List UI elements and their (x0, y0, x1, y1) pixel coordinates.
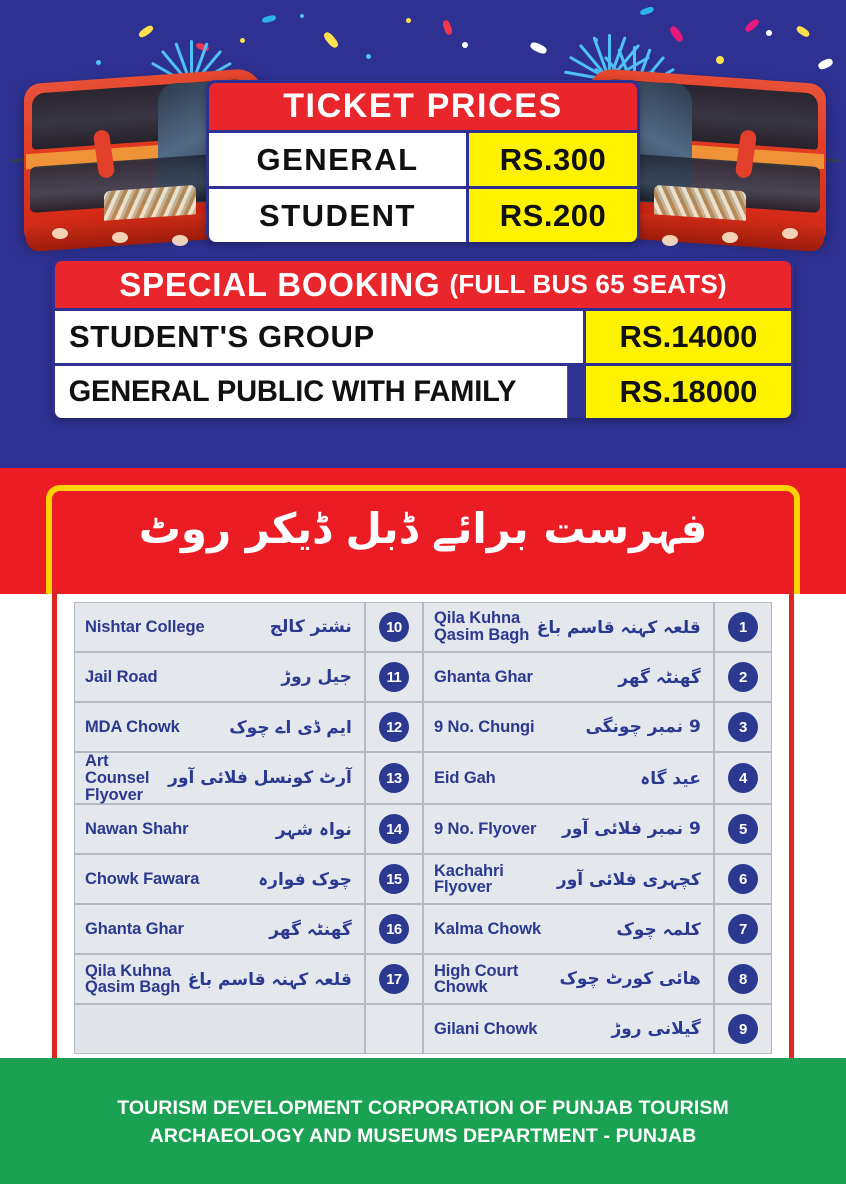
stop-number-badge: 10 (379, 612, 409, 642)
footer-line-1: TOURISM DEVELOPMENT CORPORATION OF PUNJAB TOURISM (117, 1097, 729, 1119)
ticket-label-student: STUDENT (209, 189, 466, 242)
stop-name-cell-left (74, 954, 365, 1004)
confetti-piece-icon (406, 18, 411, 23)
stop-name-english: Nawan Shahr (85, 820, 189, 839)
stop-name-urdu: 9 نمبر چونگی (585, 717, 701, 737)
stop-name-cell-right (423, 954, 714, 1004)
stop-number-cell-left (365, 954, 423, 1004)
ticket-prices-card (206, 80, 640, 242)
stop-number-cell-right (714, 1004, 772, 1054)
stop-number-cell-left (365, 702, 423, 752)
confetti-piece-icon (261, 14, 276, 23)
stop-number-badge: 4 (728, 763, 758, 793)
special-booking-heading (55, 261, 791, 308)
confetti-piece-icon (442, 19, 454, 35)
stop-name-urdu: چوک فوارہ (258, 869, 352, 890)
route-heading-urdu: فہرست برائے ڈبل ڈیکر روٹ (138, 503, 708, 553)
stop-name-urdu: ھائی کورٹ چوک (559, 969, 701, 990)
stop-number-cell-right (714, 602, 772, 652)
stop-number-cell-right (714, 752, 772, 804)
stop-name-cell-left (74, 904, 365, 954)
special-label-general-public: GENERAL PUBLIC WITH FAMILY (55, 366, 567, 418)
ticket-price-general: RS.300 (469, 133, 637, 186)
table-row (74, 954, 772, 1004)
confetti-piece-icon (529, 41, 548, 55)
table-row (74, 904, 772, 954)
stop-name-cell-left (74, 602, 365, 652)
stop-name-english: Ghanta Ghar (85, 920, 184, 939)
stop-name-urdu: جیل روڑ (281, 667, 352, 687)
footer-band (0, 1058, 846, 1184)
confetti-piece-icon (668, 25, 684, 44)
confetti-piece-icon (137, 24, 154, 39)
stop-name-cell-right (423, 602, 714, 652)
stop-number-badge: 16 (379, 914, 409, 944)
stop-number-badge: 13 (379, 763, 409, 793)
table-row (74, 702, 772, 752)
confetti-piece-icon (462, 42, 468, 48)
stop-number-cell-left (365, 854, 423, 904)
top-blue-panel (0, 0, 846, 468)
stop-name-english: 9 No. Chungi (433, 717, 535, 736)
stop-name-cell-left (74, 652, 365, 702)
table-row (74, 602, 772, 652)
stop-number-badge: 12 (379, 712, 409, 742)
special-booking-heading-main: SPECIAL BOOKING (119, 265, 441, 303)
stop-name-cell-right (423, 652, 714, 702)
confetti-piece-icon (300, 14, 304, 18)
confetti-piece-icon (766, 30, 772, 36)
special-row-student-group (55, 311, 791, 363)
stop-name-english: Jail Road (85, 667, 158, 686)
stop-number-badge: 7 (728, 914, 758, 944)
stop-name-english: Qila Kuhna Qasim Bagh (433, 609, 530, 644)
stop-number-cell-right (714, 804, 772, 854)
stop-number-badge: 8 (728, 964, 758, 994)
stop-name-english: Art Counsel Flyover (85, 752, 150, 804)
stop-name-urdu: عید گاہ (640, 768, 701, 789)
stop-name-urdu: آرٹ کونسل فلائی آور (168, 768, 352, 789)
stop-name-urdu: نواہ شہر (275, 819, 352, 840)
confetti-piece-icon (322, 31, 340, 50)
stop-name-cell-left (74, 854, 365, 904)
stop-number-cell-left (365, 752, 423, 804)
stop-number-cell-right (714, 854, 772, 904)
stop-number-badge: 15 (379, 864, 409, 894)
table-row (74, 752, 772, 804)
footer-text (0, 1094, 846, 1151)
stop-name-cell-right (423, 1004, 714, 1054)
special-booking-card (52, 258, 794, 418)
table-row (74, 854, 772, 904)
stop-number-badge: 3 (728, 712, 758, 742)
stop-number-badge: 14 (379, 814, 409, 844)
confetti-piece-icon (795, 25, 810, 39)
stop-name-english: Nishtar College (85, 617, 205, 636)
stop-name-english: Chowk Fawara (85, 870, 200, 889)
stop-number-cell-left (365, 804, 423, 854)
stop-number-cell-right (714, 954, 772, 1004)
stop-number-cell-left (365, 904, 423, 954)
stop-name-english: High Court Chowk (433, 961, 519, 997)
stop-name-english: Ghanta Ghar (433, 667, 533, 686)
stop-name-urdu: قلعہ کہنہ قاسم باغ (536, 617, 701, 638)
stop-name-cell-right (423, 854, 714, 904)
stop-name-urdu: قلعہ کہنہ قاسم باغ (187, 969, 352, 990)
stop-name-english: Gilani Chowk (433, 1020, 538, 1039)
stop-number-cell-right (714, 652, 772, 702)
stop-number-badge: 17 (379, 964, 409, 994)
stop-number-cell-left (365, 1004, 423, 1054)
special-price-general-public: RS.18000 (586, 366, 791, 418)
confetti-piece-icon (744, 18, 761, 34)
ticket-prices-heading: TICKET PRICES (209, 83, 637, 130)
table-row (74, 652, 772, 702)
stop-name-cell-left (74, 1004, 365, 1054)
stop-name-cell-right (423, 752, 714, 804)
special-price-student-group: RS.14000 (586, 311, 791, 363)
stop-number-badge: 5 (728, 814, 758, 844)
stop-name-urdu: ایم ڈی اے چوک (229, 717, 352, 738)
stop-name-english: 9 No. Flyover (433, 820, 537, 839)
table-row (74, 1004, 772, 1054)
stop-name-english: MDA Chowk (85, 717, 180, 736)
stop-name-english: Eid Gah (433, 768, 496, 787)
stop-number-cell-right (714, 702, 772, 752)
stop-name-english: Kachahri Flyover (433, 861, 504, 897)
ticket-row-student (209, 189, 637, 242)
route-stops-table (74, 602, 772, 1054)
stop-name-urdu: 9 نمبر فلائی آور (562, 819, 701, 840)
special-booking-heading-sub: (FULL BUS 65 SEATS) (449, 269, 727, 299)
stop-number-badge: 9 (728, 1014, 758, 1044)
stop-number-badge: 11 (379, 662, 409, 692)
stop-name-cell-right (423, 804, 714, 854)
stop-name-cell-right (423, 904, 714, 954)
stop-name-cell-left (74, 804, 365, 854)
stop-name-urdu: نشتر کالج (269, 617, 352, 637)
stop-number-cell-right (714, 904, 772, 954)
table-row (74, 804, 772, 854)
special-row-general-public (55, 366, 791, 418)
ticket-price-student: RS.200 (469, 189, 637, 242)
stop-name-cell-left (74, 702, 365, 752)
stop-name-urdu: کلمہ چوک (616, 919, 701, 940)
stop-number-badge: 6 (728, 864, 758, 894)
ticket-label-general: GENERAL (209, 133, 466, 186)
stop-number-badge: 1 (728, 612, 758, 642)
stop-name-urdu: کچہری فلائی آور (556, 869, 701, 890)
stop-name-urdu: گیلانی روڑ (611, 1019, 701, 1040)
special-label-student-group: STUDENT'S GROUP (55, 311, 583, 363)
stop-name-english: Qila Kuhna Qasim Bagh (85, 961, 181, 997)
confetti-piece-icon (366, 54, 371, 59)
ticket-row-general (209, 133, 637, 186)
route-heading-band (0, 468, 846, 594)
stop-name-urdu: گھنٹہ گھر (618, 667, 701, 688)
stop-name-urdu: گھنٹہ گھر (269, 919, 352, 940)
stop-name-cell-right (423, 702, 714, 752)
stop-name-cell-left (74, 752, 365, 804)
stop-name-english: Kalma Chowk (433, 920, 542, 939)
stop-number-cell-left (365, 602, 423, 652)
stop-number-cell-left (365, 652, 423, 702)
confetti-piece-icon (639, 6, 654, 16)
stop-number-badge: 2 (728, 662, 758, 692)
footer-line-2: ARCHAEOLOGY AND MUSEUMS DEPARTMENT - PUNJAB (149, 1125, 697, 1148)
